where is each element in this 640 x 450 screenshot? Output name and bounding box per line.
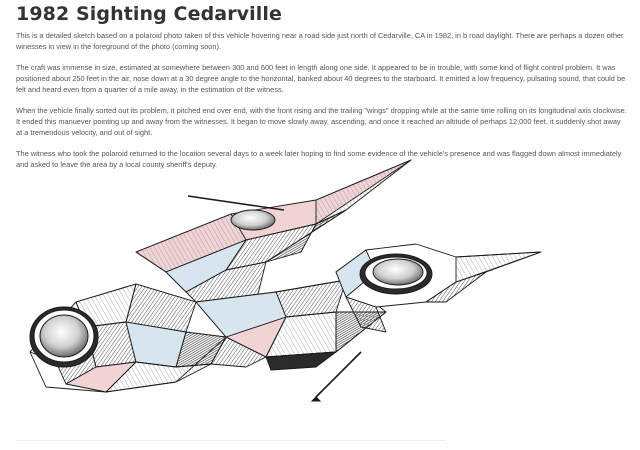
right-pod xyxy=(336,244,541,332)
paragraph-craft-description: The craft was immense in size, estimated at somewhere between 300 and 600 feet in length along one side. It appeared to be in trouble, with some kind of flight control problem. It was positioned about 250 feet in the air, nose down at a 30 degree angle to the horizontal, banked about 40 degrees to the starboard. It emitted a low frequency, pulsating sound, that could be felt and heard even from a quarter of a mile away, in the estimation of the witness. xyxy=(16,63,626,94)
paragraph-intro: This is a detailed sketch based on a polaroid photo taken of this vehicle hovering near a road side just north of Cedarville, CA in 1982, in b road daylight. There are perhaps a dozen other winesses in view in the foreground of the photo (coming soon). xyxy=(16,31,624,51)
article xyxy=(16,0,628,450)
front-dome xyxy=(30,307,98,367)
page-title: 1982 Sighting Cedarville xyxy=(16,3,282,25)
ufo-sketch-illustration xyxy=(16,152,628,448)
paragraph-departure: When the vehicle finally sorted out its problem, it pitched end over end, with the front rising and the trailing "wings" dropping while at the same time rolling on its longitudinal axis clockwise. It ended this manuever pointing up and away from the witnesses. It began to move slowly away, ascending, and once it reached an altitude of perhaps 12,000 feet, it suddenly shot away at a tremendous velocity, and out of sight. xyxy=(16,106,627,137)
divider xyxy=(16,440,446,441)
ufo-craft-sketch-icon xyxy=(16,152,628,448)
paragraph-witness-return: The witness who took the polaroid returned to the location several days to a week later hoping to find some evidence of the vehicle's presence and was flagged down almost immediately and asked to leave the area by a local county sheriff's deputy. xyxy=(16,149,622,169)
